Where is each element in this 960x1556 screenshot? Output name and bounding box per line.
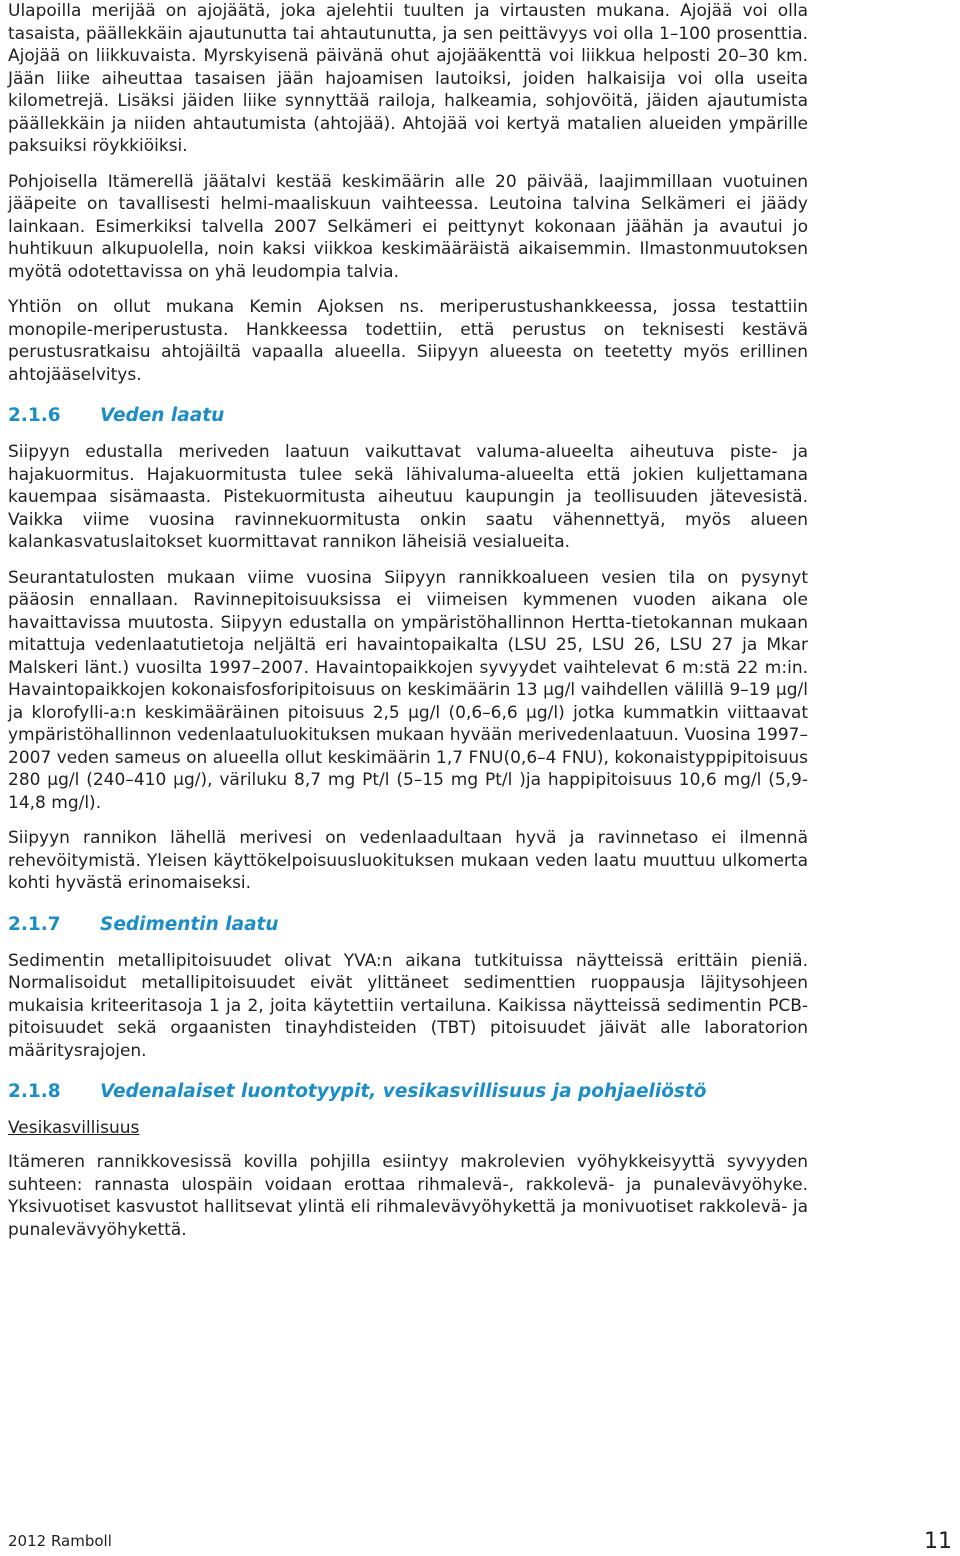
section-heading-underwater-habitats	[8, 1080, 808, 1104]
paragraph-ice-winter: Pohjoisella Itämerellä jäätalvi kestää keskimäärin alle 20 päivää, laajimmillaan vuotuinen jääpeite on tavallisesti helmi-maaliskuun vaihteessa. Leutoina talvina Selkämeri ei jäädy lainkaan. Esimerkiksi talvella 2007 Selkämeri ei peittynyt kokonaan jäähän ja avautui jo huhtikuun alkupuolella, noin kaksi viikkoa keskimääräistä aikaisemmin. Ilmastonmuutoksen myötä odotettavissa on yhä leudompia talvia.	[8, 171, 808, 282]
section-heading-sediment-quality	[8, 913, 808, 937]
section-title: Veden laatu	[100, 405, 225, 426]
paragraph-sea-ice: Ulapoilla merijää on ajojäätä, joka ajelehtii tuulten ja virtausten mukana. Ajojää voi olla tasaista, päällekkäin ajautunutta tai ahtautunutta, ja sen peittävyys voi olla 1–100 prosenttia. Ajojää on liikkuvaista. Myrskyisenä päivänä ohut ajojääkenttä voi liikkua helposti 20–30 km. Jään liike aiheuttaa tasaisen jään hajoamisen lautoiksi, joiden halkaisija voi olla useita kilometrejä. Lisäksi jäiden liike synnyttää railoja, halkeamia, sohjovöitä, jäiden ajautumista päällekkäin ja niiden ahtautumista (ahtojää). Ahtojää voi kertyä matalien alueiden ympärille paksuiksi röykkiöiksi.	[8, 1, 808, 156]
section-title: Vedenalaiset luontotyypit, vesikasvillisuus ja pohjaeliöstö	[100, 1081, 707, 1102]
section-number: 2.1.6	[8, 405, 61, 426]
page-number: 11	[924, 1529, 952, 1554]
subheading-aquatic-vegetation: Vesikasvillisuus	[8, 1118, 140, 1138]
paragraph-monitoring-results: Seurantatulosten mukaan viime vuosina Siipyyn rannikkoalueen vesien tila on pysynyt pääosin ennallaan. Ravinnepitoisuuksissa ei viimeisen kymmenen vuoden aikana ole havaittavissa muutosta. Siipyyn edustalla on ympäristöhallinnon Hertta-tietokannan mukaan mitattuja vedenlaatutietoja neljältä eri havaintopaikalta (LSU 25, LSU 26, LSU 27 ja Mkar Malskeri länt.) vuosilta 1997–2007. Havaintopaikkojen syvyydet vaihtelevat 6 m:stä 22 m:in. Havaintopaikkojen kokonaisfosforipitoisuus on keskimäärin 13 µg/l vaihdellen välillä 9–19 µg/l ja klorofylli-a:n keskimääräinen pitoisuus 2,5 µg/l (0,6–6,6 µg/l) jotka kummatkin viittaavat ympäristöhallinnon vedenlaatuluokituksen mukaan hyvään merivedenlaatuun. Vuosina 1997–2007 veden sameus on alueella ollut keskimäärin 1,7 FNU(0,6–4 FNU), kokonaistyppipitoisuus 280 µg/l (240–410 µg/), väriluku 8,7 mg Pt/l (5–15 mg Pt/l )ja happipitoisuus 10,6 mg/l (5,9-14,8 mg/l).	[8, 567, 808, 813]
section-number: 2.1.7	[8, 913, 61, 935]
footer-publisher: 2012 Ramboll	[8, 1532, 112, 1550]
paragraph-water-loading: Siipyyn edustalla meriveden laatuun vaikuttavat valuma-alueelta aiheutuva piste- ja hajakuormitus. Hajakuormitusta tulee sekä lähivaluma-alueelta että jokien kuljettamana kauempaa sisämaasta. Pistekuormitusta aiheutuu kaupungin ja teollisuuden jätevesistä. Vaikka viime vuosina ravinnekuormitusta onkin saatu vähennettyä, myös alueen kalankasvatuslaitokset kuormittavat rannikon läheisiä vesialueita.	[8, 442, 808, 552]
section-title: Sedimentin laatu	[100, 913, 279, 935]
page-footer	[8, 1524, 952, 1554]
paragraph-sediment-metals: Sedimentin metallipitoisuudet olivat YVA:n aikana tutkituissa näytteissä erittäin pieniä. Normalisoidut metallipitoisuudet eivät ylittäneet sedimenttien ruoppausja läjitysohjeen mukaisia kriteeritasoja 1 ja 2, joita käytettiin vertailuna. Kaikissa näytteissä sedimentin PCB- pitoisuudet sekä orgaanisten tinayhdisteiden (TBT) pitoisuudet jäivät alle laboratorion määritysrajojen.	[8, 950, 808, 1061]
paragraph-macroalgae-zones: Itämeren rannikkovesissä kovilla pohjilla esiintyy makrolevien vyöhykkeisyyttä syvyyden suhteen: rannasta ulospäin voidaan erottaa rihmalevä-, rakkolevä- ja punalevävyöhyke. Yksivuotiset kasvustot hallitsevat ylintä eli rihmalevävyöhykettä ja monivuotiset rakkolevä- ja punalevävyöhykettä.	[8, 1152, 808, 1240]
paragraph-water-classification: Siipyyn rannikon lähellä merivesi on vedenlaadultaan hyvä ja ravinnetaso ei ilmennä rehevöitymistä. Yleisen käyttökelpoisuusluokituksen mukaan veden laatu muuttuu ulkomerta kohti hyvästä erinomaiseksi.	[8, 828, 808, 893]
paragraph-foundation-project: Yhtiön on ollut mukana Kemin Ajoksen ns. meriperustushankkeessa, jossa testattiin monopile-meriperustusta. Hankkeessa todettiin, että perustus on teknisesti kestävä perustusratkaisu ahtojäiltä vapaalla alueella. Siipyyn alueesta on teetetty myös erillinen ahtojääselvitys.	[8, 297, 808, 385]
section-number: 2.1.8	[8, 1081, 61, 1102]
document-body	[8, 0, 808, 1254]
section-heading-water-quality	[8, 404, 808, 428]
